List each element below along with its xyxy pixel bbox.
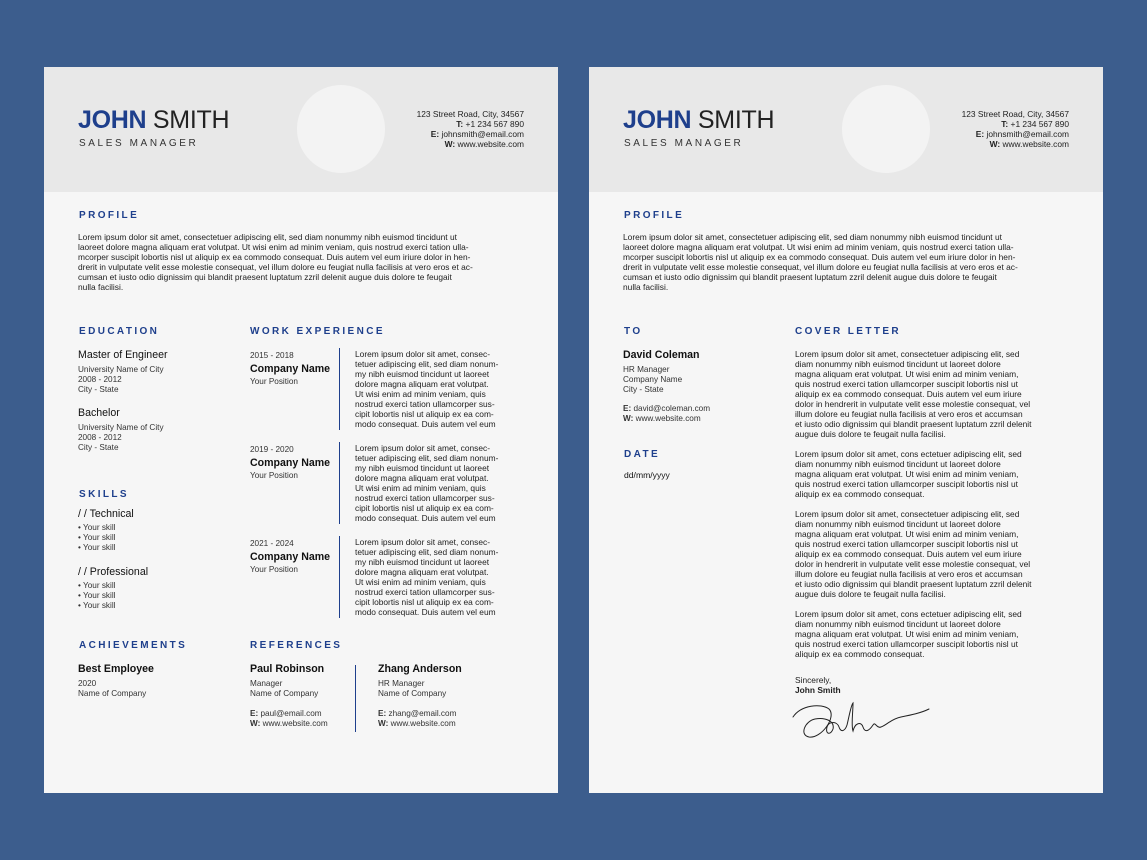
job-description-line: tetuer adipiscing elit, sed diam nonum- <box>355 453 499 463</box>
profile-photo-placeholder <box>297 85 385 173</box>
job-description-line: modo consequat. Duis autem vel eum <box>355 607 496 617</box>
website-label: W: <box>444 139 456 149</box>
job-position: Your Position <box>250 471 298 480</box>
letter-paragraph <box>795 609 1070 659</box>
signer-name: John Smith <box>795 685 841 695</box>
reference-website-line: W: www.website.com <box>378 719 456 728</box>
letter-line: diam nonummy nibh euismod tincidunt ut laoreet dolore <box>795 619 1001 629</box>
reference-role: HR Manager <box>378 679 425 688</box>
letter-paragraph <box>795 509 1070 599</box>
letter-line: magna aliquam erat volutpat. Ut wisi enim ad minim veniam, <box>795 369 1019 379</box>
email: johnsmith@email.com <box>441 129 524 139</box>
candidate-name <box>623 106 774 135</box>
letter-line: dolor in hendrerit in vulputate velit esse molestie consequat, vel <box>795 399 1031 409</box>
letter-line: illum dolore eu feugiat nulla facilisis at vero eros et accumsan <box>795 569 1023 579</box>
achievement-item <box>78 663 154 699</box>
achievements-heading: ACHIEVEMENTS <box>79 640 188 651</box>
recipient-email: david@coleman.com <box>633 404 711 413</box>
cover-header <box>589 67 1103 192</box>
recipient-heading: TO <box>624 326 643 337</box>
recipient-email-line <box>623 404 710 414</box>
education-heading: EDUCATION <box>79 326 160 337</box>
candidate-name <box>78 106 229 135</box>
resume-header <box>44 67 558 192</box>
reference-website: www.website.com <box>262 719 328 728</box>
letter-line: diam nonummy nibh euismod tincidunt ut laoreet dolore <box>795 519 1001 529</box>
last-name: SMITH <box>152 106 230 134</box>
profile-line: nulla facilisi. <box>78 282 124 292</box>
reference-email-line: E: zhang@email.com <box>378 709 457 718</box>
first-name: JOHN <box>623 106 692 134</box>
website: www.website.com <box>1002 139 1069 149</box>
email-line <box>962 129 1069 139</box>
recipient-location: City - State <box>623 385 664 394</box>
job-description-line: dolore magna aliquam erat volutpat. <box>355 473 489 483</box>
job-description-line: Ut wisi enim ad minim veniam, quis <box>355 483 486 493</box>
website: www.website.com <box>457 139 524 149</box>
profile-line: Lorem ipsum dolor sit amet, consectetuer adipiscing elit, sed diam nonummy nibh euismod tincidunt ut <box>78 232 457 242</box>
email-label: E: <box>623 404 632 413</box>
letter-line: aliquip ex ea commodo consequat. <box>795 649 925 659</box>
letter-line: quis nostrud exerci tation ullamcorper suscipit lobortis nisl ut <box>795 479 1018 489</box>
reference-email: zhang@email.com <box>388 709 457 718</box>
job-divider <box>339 348 340 430</box>
phone: +1 234 567 890 <box>1010 119 1069 129</box>
letter-line: aliquip ex ea commodo consequat. Duis autem vel eum iriure <box>795 549 1022 559</box>
years: 2008 - 2012 <box>78 375 122 384</box>
profile-text <box>623 232 1073 292</box>
education-item <box>78 349 168 395</box>
school: University Name of City <box>78 423 164 432</box>
phone-label: T: <box>456 119 464 129</box>
skill-item: • Your skill <box>78 601 148 611</box>
skill-list <box>78 523 134 553</box>
phone-line <box>417 119 524 129</box>
job-description-line: dolore magna aliquam erat volutpat. <box>355 379 489 389</box>
recipient-block <box>623 349 710 424</box>
job-company: Company Name <box>250 363 331 375</box>
school: University Name of City <box>78 365 164 374</box>
contact-info <box>417 109 524 149</box>
job-description <box>355 537 521 617</box>
email-label: E: <box>430 129 440 139</box>
letter-line: magna aliquam erat volutpat. Ut wisi enim ad minim veniam, <box>795 529 1019 539</box>
job-description-line: my nibh euismod tincidunt ut laoreet <box>355 463 490 473</box>
first-name: JOHN <box>78 106 147 134</box>
skill-item: • Your skill <box>78 523 134 533</box>
reference-name: Paul Robinson <box>250 663 325 675</box>
cover-letter-heading: COVER LETTER <box>795 326 902 337</box>
job-company: Company Name <box>250 551 331 563</box>
skill-item: • Your skill <box>78 581 148 591</box>
closing-text: Sincerely, <box>795 675 832 685</box>
job-description <box>355 349 521 429</box>
website-line <box>417 139 524 149</box>
achievement-name: Best Employee <box>78 663 154 675</box>
job-description-line: my nibh euismod tincidunt ut laoreet <box>355 369 490 379</box>
job-title: SALES MANAGER <box>624 138 744 149</box>
job-description-line: Lorem ipsum dolor sit amet, consec- <box>355 349 490 359</box>
achievement-company: Name of Company <box>78 689 147 698</box>
skill-group <box>78 508 134 553</box>
skill-group-name: / / Technical <box>78 508 134 520</box>
job-description-line: Ut wisi enim ad minim veniam, quis <box>355 389 486 399</box>
degree: Master of Engineer <box>78 349 168 361</box>
degree: Bachelor <box>78 407 120 419</box>
profile-text <box>78 232 528 292</box>
skill-item: • Your skill <box>78 543 134 553</box>
achievement-year: 2020 <box>78 679 97 688</box>
letter-line: Lorem ipsum dolor sit amet, cons ectetuer adipiscing elit, sed <box>795 609 1022 619</box>
job-description-line: nostrud exerci tation ullamcorper sus- <box>355 493 495 503</box>
letter-line: diam nonummy nibh euismod tincidunt ut laoreet dolore <box>795 359 1001 369</box>
job-description-line: Lorem ipsum dolor sit amet, consec- <box>355 443 490 453</box>
recipient-role: HR Manager <box>623 365 670 374</box>
skill-item: • Your skill <box>78 533 134 543</box>
job-description-line: cipit lobortis nisl ut aliquip ex ea com- <box>355 503 494 513</box>
letter-line: aliquip ex ea commodo consequat. Duis autem vel eum iriure <box>795 389 1022 399</box>
location: City - State <box>78 385 119 394</box>
letter-line: augue duis dolore te feugait nulla facilisi. <box>795 429 946 439</box>
skill-item: • Your skill <box>78 591 148 601</box>
job-dates: 2021 - 2024 <box>250 539 294 548</box>
phone-line <box>962 119 1069 129</box>
job-dates: 2015 - 2018 <box>250 351 294 360</box>
address: 123 Street Road, City, 34567 <box>961 109 1069 119</box>
job-position: Your Position <box>250 377 298 386</box>
job-description-line: tetuer adipiscing elit, sed diam nonum- <box>355 547 499 557</box>
reference-email-line: E: paul@email.com <box>250 709 322 718</box>
profile-line: laoreet dolore magna aliquam erat volutpat. Ut wisi enim ad minim veniam, quis nostrud exerci tation ulla- <box>78 242 469 252</box>
letter-line: illum dolore eu feugiat nulla facilisis at vero eros et accumsan <box>795 409 1023 419</box>
job-description <box>355 443 521 523</box>
profile-line: cumsan et iusto odio dignissim qui blandit praesent luptatum zzril delenit augue duis dolore te feugait <box>623 272 997 282</box>
job-meta <box>250 539 330 574</box>
reference-website-line: W: www.website.com <box>250 719 328 728</box>
letter-line: Lorem ipsum dolor sit amet, consectetuer adipiscing elit, sed <box>795 509 1020 519</box>
letter-line: aliquip ex ea commodo consequat. <box>795 489 925 499</box>
profile-photo-placeholder <box>842 85 930 173</box>
phone: +1 234 567 890 <box>465 119 524 129</box>
job-description-line: modo consequat. Duis autem vel eum <box>355 419 496 429</box>
letter-paragraph <box>795 349 1070 439</box>
letter-line: quis nostrud exerci tation ullamcorper suscipit lobortis nisl ut <box>795 379 1018 389</box>
education-item <box>78 407 164 453</box>
job-description-line: dolore magna aliquam erat volutpat. <box>355 567 489 577</box>
letter-paragraph <box>795 449 1070 499</box>
job-divider <box>339 442 340 524</box>
profile-line: laoreet dolore magna aliquam erat volutpat. Ut wisi enim ad minim veniam, quis nostrud exerci tation ulla- <box>623 242 1014 252</box>
profile-line: drerit in vulputate velit esse molestie consequat, vel illum dolore eu feugiat nulla facilisis at vero eros et ac- <box>78 262 473 272</box>
recipient-name: David Coleman <box>623 349 700 361</box>
profile-heading: PROFILE <box>624 210 685 221</box>
email-line <box>417 129 524 139</box>
email: johnsmith@email.com <box>986 129 1069 139</box>
location: City - State <box>78 443 119 452</box>
contact-info <box>962 109 1069 149</box>
job-meta <box>250 445 330 480</box>
last-name: SMITH <box>697 106 775 134</box>
reference-divider <box>355 665 356 732</box>
letter-line: diam nonummy nibh euismod tincidunt ut laoreet dolore <box>795 459 1001 469</box>
letter-line: Lorem ipsum dolor sit amet, consectetuer adipiscing elit, sed <box>795 349 1020 359</box>
website-line <box>962 139 1069 149</box>
profile-line: Lorem ipsum dolor sit amet, consectetuer adipiscing elit, sed diam nonummy nibh euismod tincidunt ut <box>623 232 1002 242</box>
job-description-line: Ut wisi enim ad minim veniam, quis <box>355 577 486 587</box>
job-description-line: cipit lobortis nisl ut aliquip ex ea com- <box>355 597 494 607</box>
email-label: E: <box>975 129 985 139</box>
website-label: W: <box>989 139 1001 149</box>
date-heading: DATE <box>624 449 661 460</box>
website-label: W: <box>623 414 634 423</box>
reference-item <box>250 663 328 729</box>
letter-line: magna aliquam erat volutpat. Ut wisi enim ad minim veniam, <box>795 629 1019 639</box>
references-heading: REFERENCES <box>250 640 343 651</box>
job-description-line: my nibh euismod tincidunt ut laoreet <box>355 557 490 567</box>
job-company: Company Name <box>250 457 331 469</box>
skill-list <box>78 581 148 611</box>
profile-line: mcorper suscipit lobortis nisl ut aliquip ex ea commodo consequat. Duis autem vel eum iriure dolor in hen- <box>623 252 1016 262</box>
reference-website: www.website.com <box>390 719 456 728</box>
letter-line: Lorem ipsum dolor sit amet, cons ectetuer adipiscing elit, sed <box>795 449 1022 459</box>
job-description-line: modo consequat. Duis autem vel eum <box>355 513 496 523</box>
address: 123 Street Road, City, 34567 <box>416 109 524 119</box>
letter-line: et iusto odio dignissim qui blandit praesent luptatum zzril delenit <box>795 419 1032 429</box>
cover-letter-page <box>589 67 1103 793</box>
profile-heading: PROFILE <box>79 210 140 221</box>
job-dates: 2019 - 2020 <box>250 445 294 454</box>
recipient-website-line <box>623 414 710 424</box>
letter-line: augue duis dolore te feugait nulla facilisi. <box>795 589 946 599</box>
letter-line: quis nostrud exerci tation ullamcorper suscipit lobortis nisl ut <box>795 639 1018 649</box>
profile-line: mcorper suscipit lobortis nisl ut aliquip ex ea commodo consequat. Duis autem vel eum iriure dolor in hen- <box>78 252 471 262</box>
letter-line: dolor in hendrerit in vulputate velit esse molestie consequat, vel <box>795 559 1031 569</box>
work-experience-heading: WORK EXPERIENCE <box>250 326 385 337</box>
phone-label: T: <box>1001 119 1009 129</box>
job-description-line: tetuer adipiscing elit, sed diam nonum- <box>355 359 499 369</box>
letter-date: dd/mm/yyyy <box>624 470 670 480</box>
job-description-line: nostrud exerci tation ullamcorper sus- <box>355 399 495 409</box>
resume-page <box>44 67 558 793</box>
letter-closing <box>795 675 841 695</box>
letter-line: et iusto odio dignissim qui blandit praesent luptatum zzril delenit <box>795 579 1032 589</box>
skill-group <box>78 566 148 611</box>
letter-line: quis nostrud exerci tation ullamcorper suscipit lobortis nisl ut <box>795 539 1018 549</box>
job-title: SALES MANAGER <box>79 138 199 149</box>
reference-item <box>378 663 462 729</box>
profile-line: cumsan et iusto odio dignissim qui blandit praesent luptatum zzril delenit augue duis dolore te feugait <box>78 272 452 282</box>
job-description-line: nostrud exerci tation ullamcorper sus- <box>355 587 495 597</box>
reference-company: Name of Company <box>250 689 319 698</box>
job-description-line: cipit lobortis nisl ut aliquip ex ea com- <box>355 409 494 419</box>
recipient-company: Company Name <box>623 375 683 384</box>
job-divider <box>339 536 340 618</box>
reference-company: Name of Company <box>378 689 447 698</box>
signature-image <box>791 695 933 743</box>
job-meta <box>250 351 330 386</box>
reference-email: paul@email.com <box>260 709 322 718</box>
job-description-line: Lorem ipsum dolor sit amet, consec- <box>355 537 490 547</box>
job-position: Your Position <box>250 565 298 574</box>
reference-role: Manager <box>250 679 283 688</box>
skill-group-name: / / Professional <box>78 566 149 578</box>
skills-heading: SKILLS <box>79 489 129 500</box>
years: 2008 - 2012 <box>78 433 122 442</box>
profile-line: nulla facilisi. <box>623 282 669 292</box>
reference-name: Zhang Anderson <box>378 663 462 675</box>
recipient-website: www.website.com <box>635 414 701 423</box>
profile-line: drerit in vulputate velit esse molestie consequat, vel illum dolore eu feugiat nulla facilisis at vero eros et ac- <box>623 262 1018 272</box>
letter-line: magna aliquam erat volutpat. Ut wisi enim ad minim veniam, <box>795 469 1019 479</box>
